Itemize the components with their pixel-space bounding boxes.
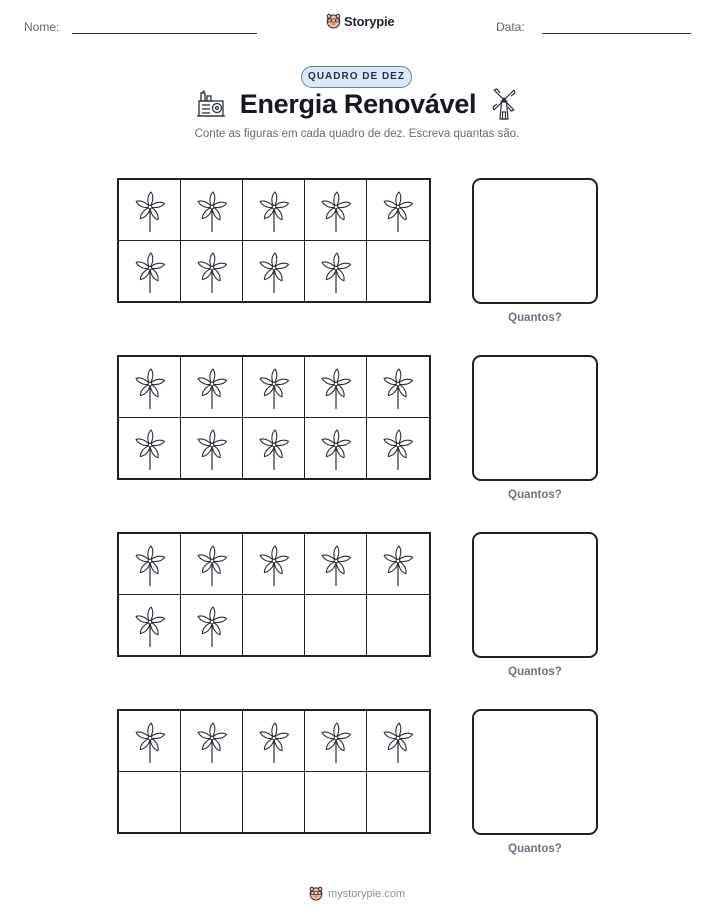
pinwheel-icon (320, 364, 352, 410)
frame-cell (305, 711, 367, 772)
frame-cell (305, 534, 367, 595)
frame-cell (243, 534, 305, 595)
ten-frame-2 (117, 355, 431, 480)
frame-cell (305, 595, 367, 656)
pinwheel-icon (258, 541, 290, 587)
frame-cell (243, 418, 305, 479)
pinwheel-icon (320, 425, 352, 471)
frame-cell (367, 357, 429, 418)
frame-cell (243, 180, 305, 241)
brand-logo (326, 13, 394, 29)
name-line[interactable] (72, 33, 257, 34)
name-label: Nome: (24, 20, 60, 34)
frame-cell (305, 357, 367, 418)
frame-cell (305, 772, 367, 833)
pinwheel-icon (258, 718, 290, 764)
frame-cell (367, 180, 429, 241)
answer-label-2: Quantos? (508, 489, 562, 501)
answer-label-4: Quantos? (508, 843, 562, 855)
frame-cell (119, 241, 181, 302)
pinwheel-icon (196, 718, 228, 764)
frame-cell (305, 180, 367, 241)
pinwheel-icon (320, 541, 352, 587)
pinwheel-icon (196, 602, 228, 648)
pinwheel-icon (258, 248, 290, 294)
frame-cell (119, 772, 181, 833)
storypie-mascot-icon (309, 886, 323, 901)
date-label: Data: (496, 20, 525, 34)
answer-label-1: Quantos? (508, 312, 562, 324)
footer-url[interactable]: mystorypie.com (327, 887, 406, 900)
title-row (0, 88, 714, 120)
pinwheel-icon (134, 541, 166, 587)
date-line[interactable] (542, 33, 691, 34)
answer-box-3[interactable] (472, 532, 598, 658)
frame-cell (367, 711, 429, 772)
frame-cell (243, 357, 305, 418)
frame-cell (181, 772, 243, 833)
brand-name: Storypie (344, 13, 395, 29)
frame-cell (181, 180, 243, 241)
pinwheel-icon (134, 425, 166, 471)
pinwheel-icon (134, 248, 166, 294)
frame-cell (181, 357, 243, 418)
frame-cell (181, 418, 243, 479)
frame-cell (181, 595, 243, 656)
answer-box-1[interactable] (472, 178, 598, 304)
frame-cell (243, 595, 305, 656)
frame-cell (181, 534, 243, 595)
frame-cell (305, 241, 367, 302)
pinwheel-icon (382, 541, 414, 587)
frame-cell (119, 418, 181, 479)
pinwheel-icon (320, 187, 352, 233)
frame-cell (243, 241, 305, 302)
frame-cell (119, 357, 181, 418)
pinwheel-icon (258, 364, 290, 410)
power-plant-icon (196, 89, 226, 119)
pinwheel-icon (196, 364, 228, 410)
frame-cell (119, 534, 181, 595)
frame-cell (243, 772, 305, 833)
pinwheel-icon (134, 364, 166, 410)
worksheet-type-badge: QUADRO DE DEZ (301, 66, 412, 88)
page-title: Energia Renovável (239, 88, 477, 119)
pinwheel-icon (258, 187, 290, 233)
pinwheel-icon (196, 541, 228, 587)
pinwheel-icon (320, 718, 352, 764)
pinwheel-icon (382, 425, 414, 471)
frame-cell (367, 418, 429, 479)
pinwheel-icon (382, 718, 414, 764)
windmill-icon (490, 88, 518, 120)
ten-frame-3 (117, 532, 431, 657)
storypie-mascot-icon (326, 13, 341, 29)
answer-box-2[interactable] (472, 355, 598, 481)
frame-cell (367, 241, 429, 302)
pinwheel-icon (134, 602, 166, 648)
frame-cell (367, 772, 429, 833)
frame-cell (119, 595, 181, 656)
frame-cell (119, 711, 181, 772)
pinwheel-icon (320, 248, 352, 294)
answer-box-4[interactable] (472, 709, 598, 835)
instructions: Conte as figuras em cada quadro de dez. Escreva quantas são. (194, 128, 520, 140)
frame-cell (181, 711, 243, 772)
pinwheel-icon (134, 718, 166, 764)
pinwheel-icon (196, 187, 228, 233)
frame-cell (305, 418, 367, 479)
pinwheel-icon (382, 187, 414, 233)
frame-cell (119, 180, 181, 241)
ten-frame-1 (117, 178, 431, 303)
frame-cell (367, 595, 429, 656)
frame-cell (243, 711, 305, 772)
pinwheel-icon (134, 187, 166, 233)
frame-cell (181, 241, 243, 302)
pinwheel-icon (382, 364, 414, 410)
pinwheel-icon (196, 425, 228, 471)
footer (0, 886, 714, 901)
pinwheel-icon (258, 425, 290, 471)
ten-frame-4 (117, 709, 431, 834)
pinwheel-icon (196, 248, 228, 294)
frame-cell (367, 534, 429, 595)
answer-label-3: Quantos? (508, 666, 562, 678)
